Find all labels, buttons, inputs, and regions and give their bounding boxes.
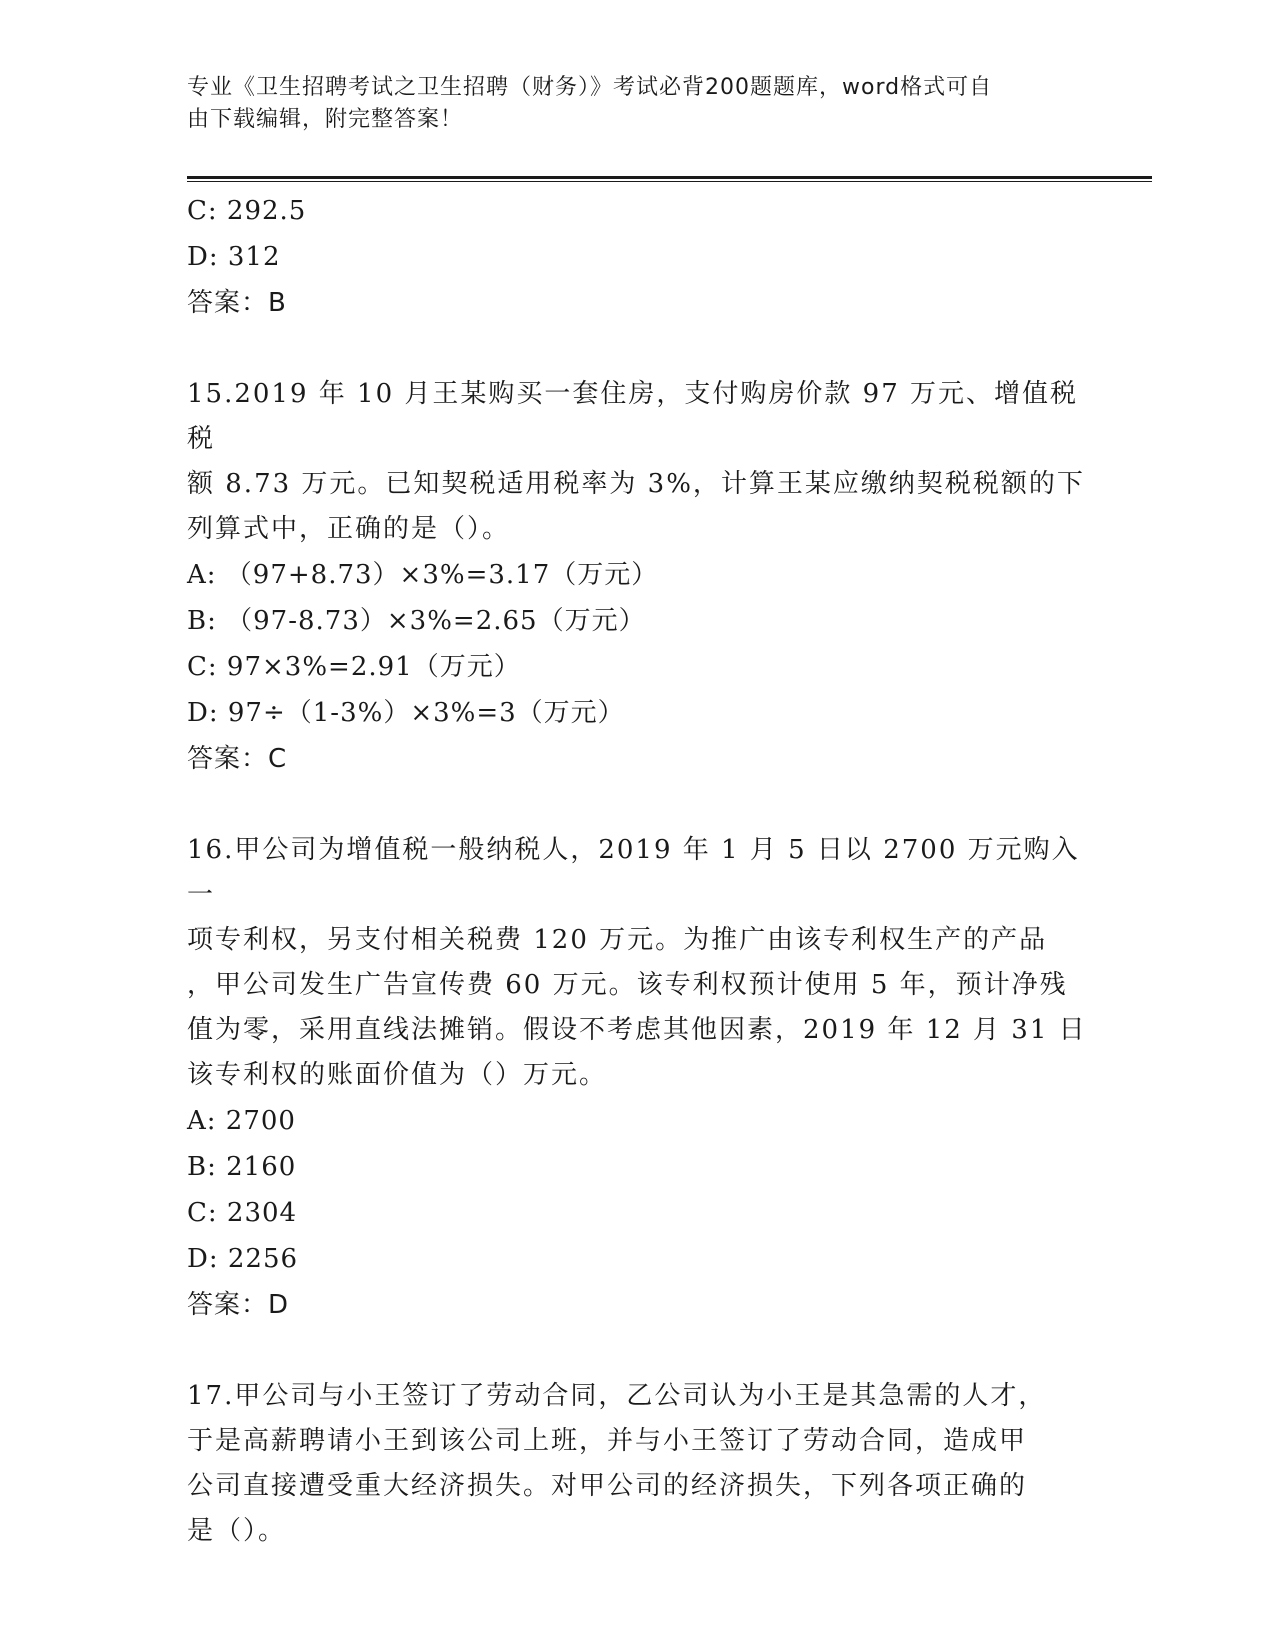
question-14-tail bbox=[187, 188, 1087, 326]
option-d: D: 312 bbox=[187, 242, 281, 272]
answer-line: 答案：C bbox=[187, 744, 288, 774]
question-stem-line: 项专利权，另支付相关税费 120 万元。为推广由该专利权生产的产品 bbox=[187, 925, 1048, 955]
option-a: A: 2700 bbox=[187, 1106, 296, 1136]
question-stem-line: 16.甲公司为增值税一般纳税人，2019 年 1 月 5 日以 2700 万元购入一 bbox=[187, 835, 1080, 910]
question-stem-line: 额 8.73 万元。已知契税适用税率为 3%，计算王某应缴纳契税税额的下 bbox=[187, 469, 1085, 499]
question-stem-line: 15.2019 年 10 月王某购买一套住房，支付购房价款 97 万元、增值税税 bbox=[187, 379, 1079, 454]
spacer bbox=[187, 782, 1087, 828]
question-stem-line: ，甲公司发生广告宣传费 60 万元。该专利权预计使用 5 年，预计净残 bbox=[187, 970, 1068, 1000]
option-b: B: （97-8.73）×3%=2.65（万元） bbox=[187, 606, 646, 636]
document-body bbox=[187, 188, 1087, 1554]
question-16 bbox=[187, 828, 1087, 1328]
answer-line: 答案：D bbox=[187, 1290, 290, 1320]
header-line-1: 专业《卫生招聘考试之卫生招聘（财务）》考试必背200题题库，word格式可自 bbox=[187, 75, 993, 100]
spacer bbox=[187, 1328, 1087, 1374]
option-d: D: 97÷（1-3%）×3%=3（万元） bbox=[187, 698, 625, 728]
question-stem-line: 该专利权的账面价值为（）万元。 bbox=[187, 1060, 608, 1090]
question-17 bbox=[187, 1374, 1087, 1554]
question-stem-line: 列算式中，正确的是（）。 bbox=[187, 514, 511, 544]
spacer bbox=[187, 326, 1087, 372]
question-15 bbox=[187, 372, 1087, 782]
option-c: C: 2304 bbox=[187, 1198, 298, 1228]
option-c: C: 292.5 bbox=[187, 196, 307, 226]
option-c: C: 97×3%=2.91（万元） bbox=[187, 652, 521, 682]
question-stem-line: 公司直接遭受重大经济损失。对甲公司的经济损失，下列各项正确的 bbox=[187, 1471, 1028, 1501]
header-divider-thin bbox=[187, 181, 1152, 182]
header-divider bbox=[187, 176, 1152, 179]
question-stem-line: 于是高薪聘请小王到该公司上班，并与小王签订了劳动合同，造成甲 bbox=[187, 1426, 1028, 1456]
question-stem-line: 17.甲公司与小王签订了劳动合同，乙公司认为小王是其急需的人才， bbox=[187, 1381, 1047, 1411]
answer-line: 答案：B bbox=[187, 288, 287, 318]
document-header bbox=[187, 72, 1067, 136]
option-b: B: 2160 bbox=[187, 1152, 297, 1182]
option-a: A: （97+8.73）×3%=3.17（万元） bbox=[187, 560, 659, 590]
question-stem-line: 值为零，采用直线法摊销。假设不考虑其他因素，2019 年 12 月 31 日 bbox=[187, 1015, 1087, 1045]
header-line-2: 由下载编辑，附完整答案！ bbox=[187, 107, 464, 132]
question-stem-line: 是（）。 bbox=[187, 1516, 287, 1546]
option-d: D: 2256 bbox=[187, 1244, 299, 1274]
